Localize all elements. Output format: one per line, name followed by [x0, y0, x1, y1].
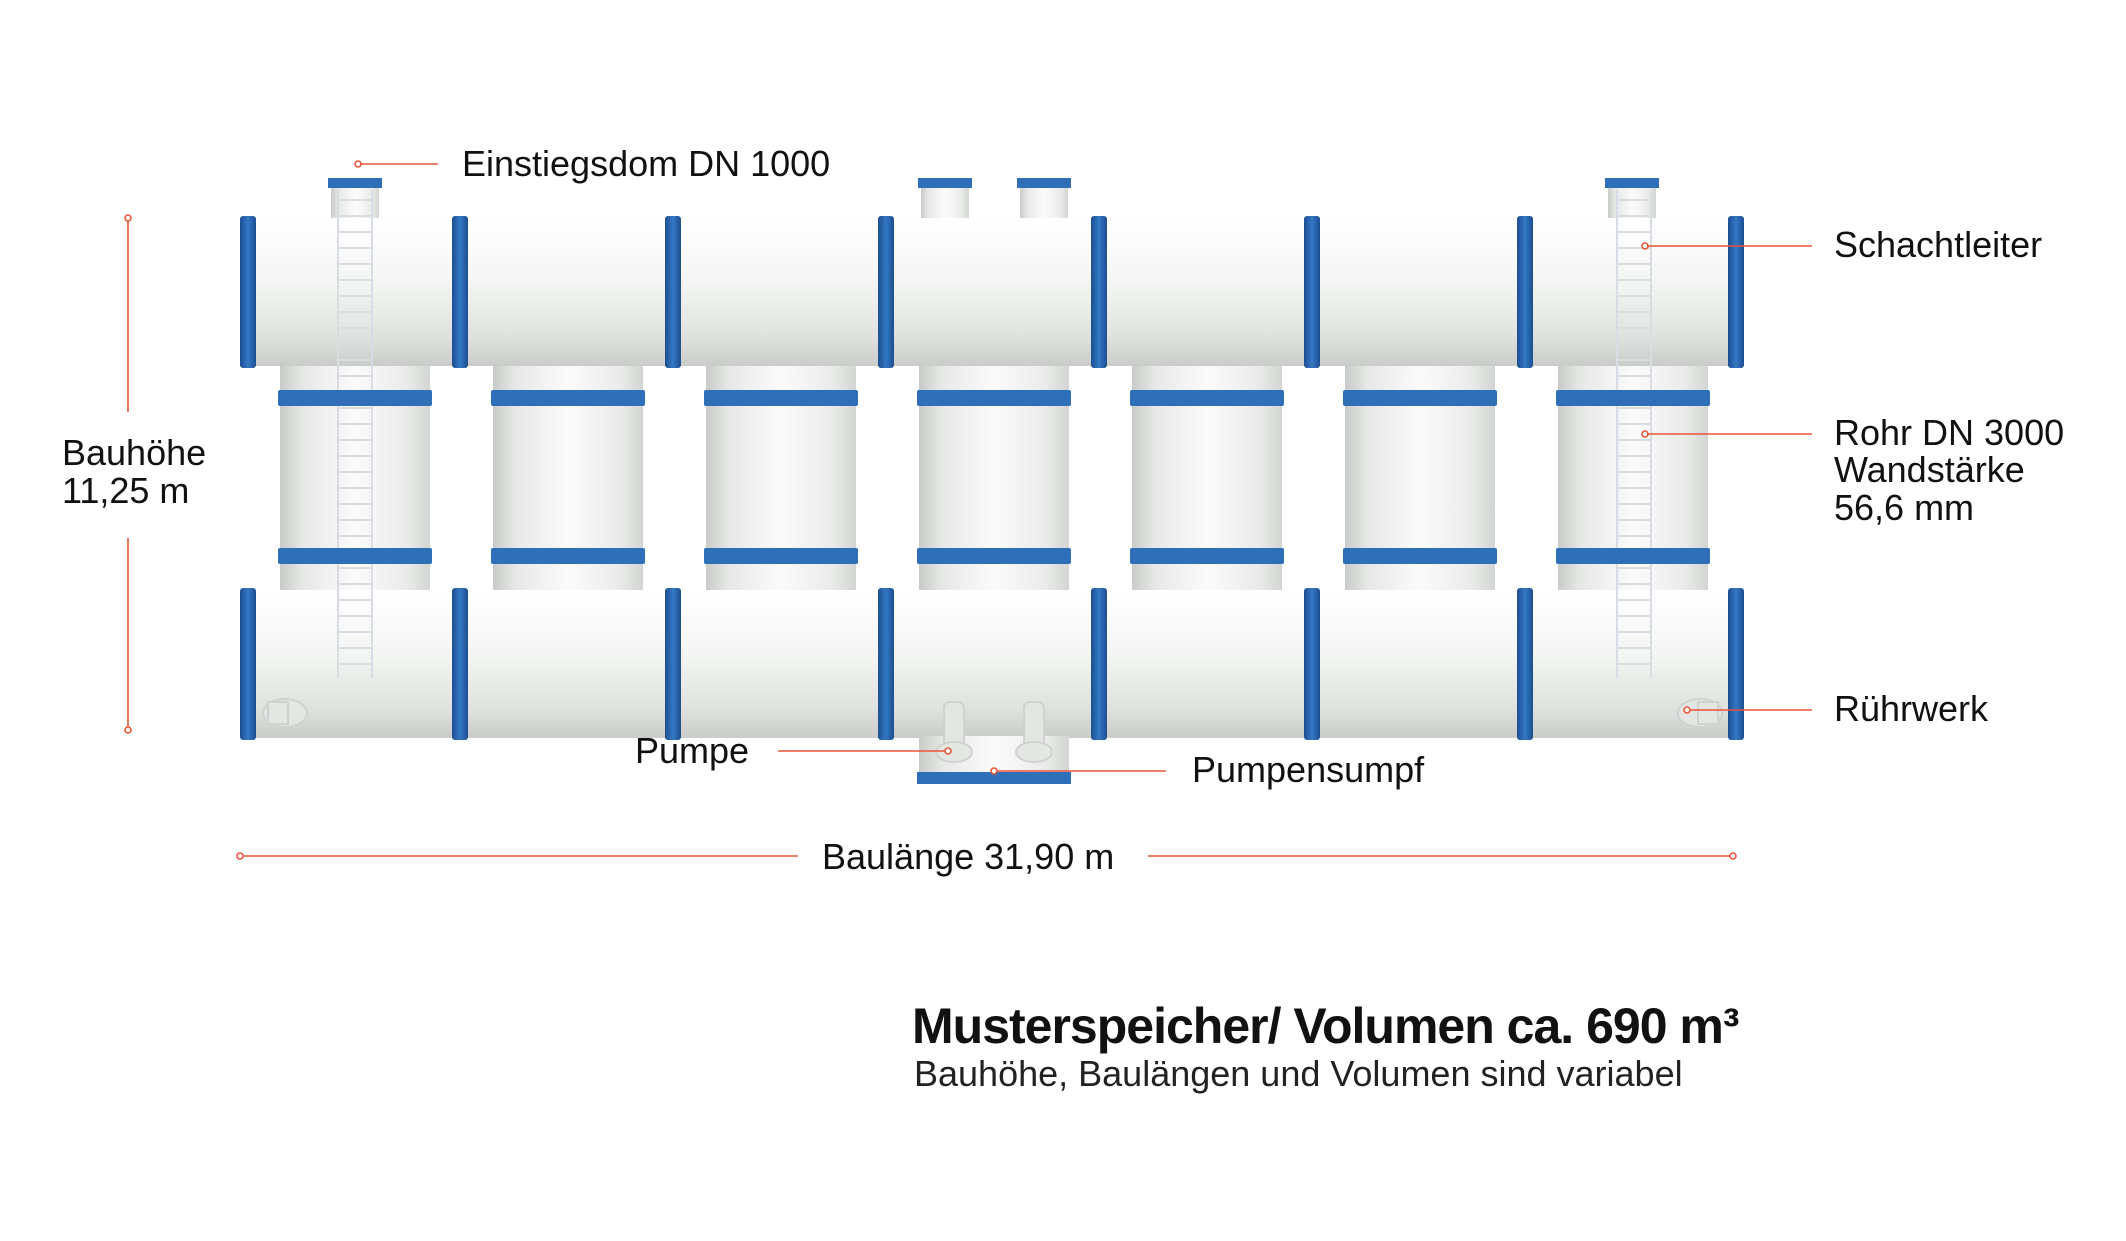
label-rohr-dn: Rohr DN 3000 — [1834, 412, 2065, 453]
label-bauhoehe: Bauhöhe — [62, 432, 207, 473]
label-baulaenge: Baulänge 31,90 m — [822, 836, 1115, 877]
diagram-subtitle: Bauhöhe, Baulängen und Volumen sind variabel — [914, 1053, 1683, 1094]
label-pumpensumpf: Pumpensumpf — [1192, 749, 1425, 790]
label-einstiegsdom: Einstiegsdom DN 1000 — [462, 143, 831, 184]
label-wandstaerke-value: 56,6 mm — [1834, 487, 1975, 528]
pump-sump — [917, 736, 1071, 784]
diagram-title: Musterspeicher/ Volumen ca. 690 m³ — [912, 998, 1739, 1054]
label-pumpe: Pumpe — [635, 730, 750, 771]
label-schachtleiter: Schachtleiter — [1834, 224, 2043, 265]
label-ruehrwerk: Rührwerk — [1834, 688, 1989, 729]
manhole-domes — [328, 178, 1659, 219]
label-bauhoehe-value: 11,25 m — [62, 470, 190, 511]
label-wandstaerke: Wandstärke — [1834, 449, 2025, 490]
